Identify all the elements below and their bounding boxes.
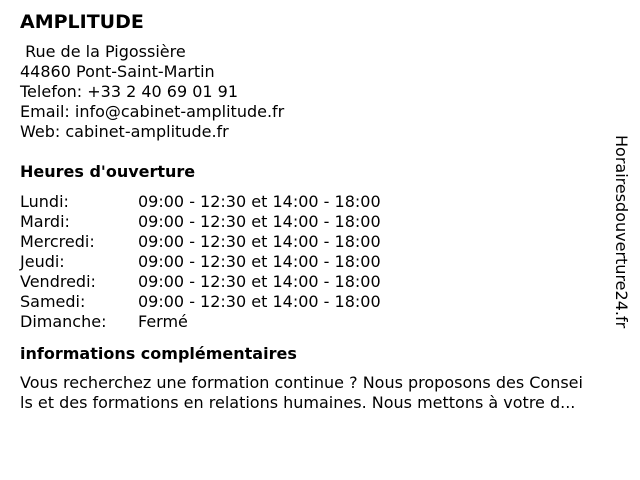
website: Web: cabinet-amplitude.fr [20, 122, 229, 141]
day-label: Lundi: [20, 192, 69, 211]
phone-number: Telefon: +33 2 40 69 01 91 [20, 82, 239, 101]
time-range: Fermé [138, 312, 188, 331]
day-label: Dimanche: [20, 312, 107, 331]
opening-hours-list [20, 192, 620, 332]
time-range: 09:00 - 12:30 et 14:00 - 18:00 [138, 292, 381, 311]
time-range: 09:00 - 12:30 et 14:00 - 18:00 [138, 252, 381, 271]
hours-row-sunday [20, 312, 620, 332]
hours-row-saturday [20, 292, 620, 312]
hours-row-thursday [20, 252, 620, 272]
hours-heading: Heures d'ouverture [20, 162, 196, 181]
watermark-text: Horairesdouverture24.fr [612, 135, 631, 329]
day-label: Vendredi: [20, 272, 96, 291]
email-address: Email: info@cabinet-amplitude.fr [20, 102, 285, 121]
street-address: Rue de la Pigossière [20, 42, 186, 61]
day-label: Mercredi: [20, 232, 95, 251]
day-label: Samedi: [20, 292, 86, 311]
hours-row-friday [20, 272, 620, 292]
description-line-2: ls et des formations en relations humaines. Nous mettons à votre d... [20, 393, 576, 412]
time-range: 09:00 - 12:30 et 14:00 - 18:00 [138, 192, 381, 211]
hours-row-monday [20, 192, 620, 212]
day-label: Jeudi: [20, 252, 65, 271]
description-line-1: Vous recherchez une formation continue ? Nous proposons des Consei [20, 373, 583, 392]
time-range: 09:00 - 12:30 et 14:00 - 18:00 [138, 272, 381, 291]
company-name: AMPLITUDE [20, 11, 144, 33]
hours-row-tuesday [20, 212, 620, 232]
time-range: 09:00 - 12:30 et 14:00 - 18:00 [138, 212, 381, 231]
business-card [20, 10, 620, 413]
hours-row-wednesday [20, 232, 620, 252]
time-range: 09:00 - 12:30 et 14:00 - 18:00 [138, 232, 381, 251]
city-address: 44860 Pont-Saint-Martin [20, 62, 215, 81]
info-heading: informations complémentaires [20, 344, 297, 363]
day-label: Mardi: [20, 212, 70, 231]
